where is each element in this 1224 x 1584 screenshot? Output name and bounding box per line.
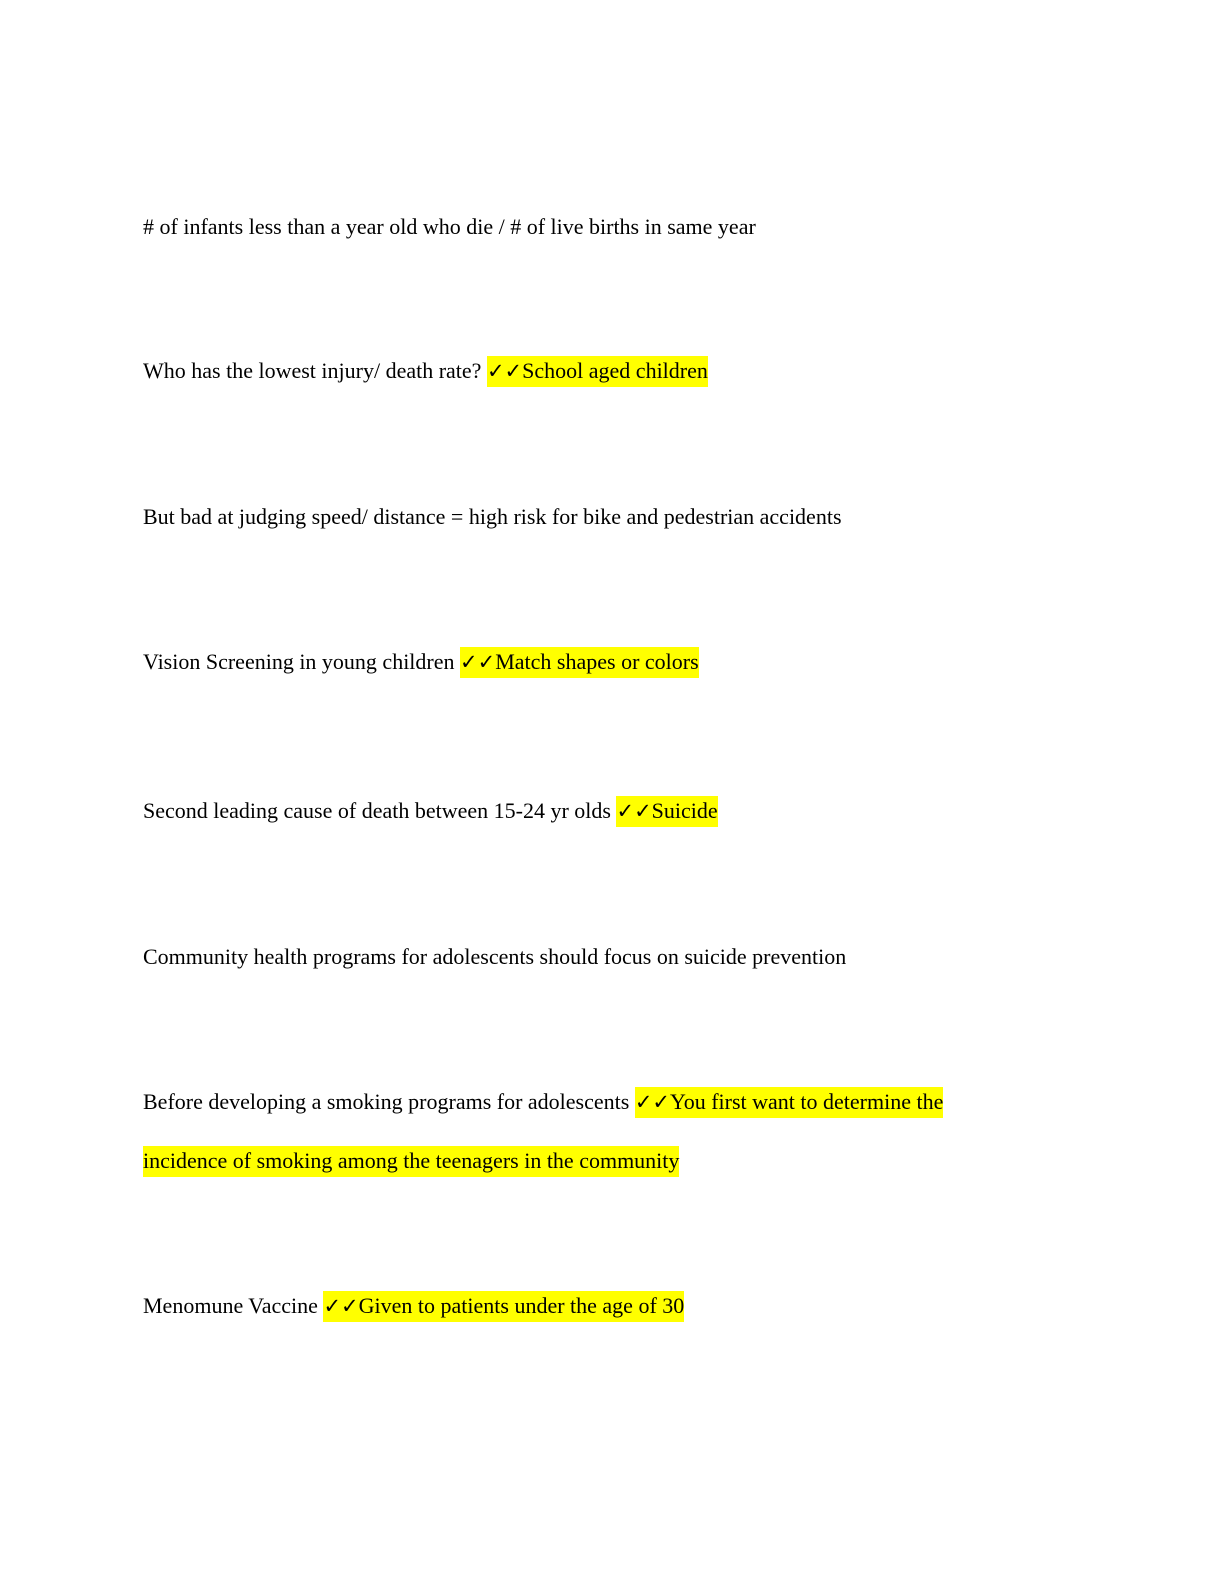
question-text: Before developing a smoking programs for adolescents	[143, 1089, 635, 1114]
entry-text: # of infants less than a year old who die / # of live births in same year	[143, 214, 756, 239]
answer-highlight	[143, 1146, 679, 1177]
question-text: Second leading cause of death between 15-24 yr olds	[143, 798, 617, 823]
double-check-icon: ✓✓	[616, 799, 652, 823]
entry-0	[143, 212, 756, 242]
answer-highlight	[487, 356, 708, 387]
answer-text: School aged children	[522, 358, 708, 383]
answer-text: incidence of smoking among the teenagers in the community	[143, 1148, 680, 1173]
answer-highlight	[460, 647, 699, 678]
double-check-icon: ✓✓	[323, 1294, 359, 1318]
entry-1	[143, 356, 708, 386]
answer-text: Given to patients under the age of 30	[358, 1293, 685, 1318]
answer-highlight	[323, 1291, 684, 1322]
question-text: Who has the lowest injury/ death rate?	[143, 358, 487, 383]
entry-text: But bad at judging speed/ distance = high risk for bike and pedestrian accidents	[143, 504, 842, 529]
answer-text: Suicide	[651, 798, 718, 823]
entry-3	[143, 647, 699, 677]
double-check-icon: ✓✓	[486, 359, 523, 383]
entry-5	[143, 942, 846, 972]
entry-6-continued	[143, 1146, 679, 1176]
entry-4	[143, 796, 718, 826]
entry-7	[143, 1291, 684, 1321]
question-text: Menomune Vaccine	[143, 1293, 324, 1318]
entry-6	[143, 1087, 943, 1117]
question-text: Vision Screening in young children	[143, 649, 461, 674]
answer-highlight	[635, 1087, 944, 1118]
answer-highlight	[616, 796, 717, 827]
double-check-icon: ✓✓	[460, 650, 496, 674]
double-check-icon: ✓✓	[634, 1090, 671, 1114]
answer-text: You first want to determine the	[670, 1089, 944, 1114]
entry-text: Community health programs for adolescents should focus on suicide prevention	[143, 944, 847, 969]
answer-text: Match shapes or colors	[495, 649, 699, 674]
entry-2	[143, 502, 842, 532]
